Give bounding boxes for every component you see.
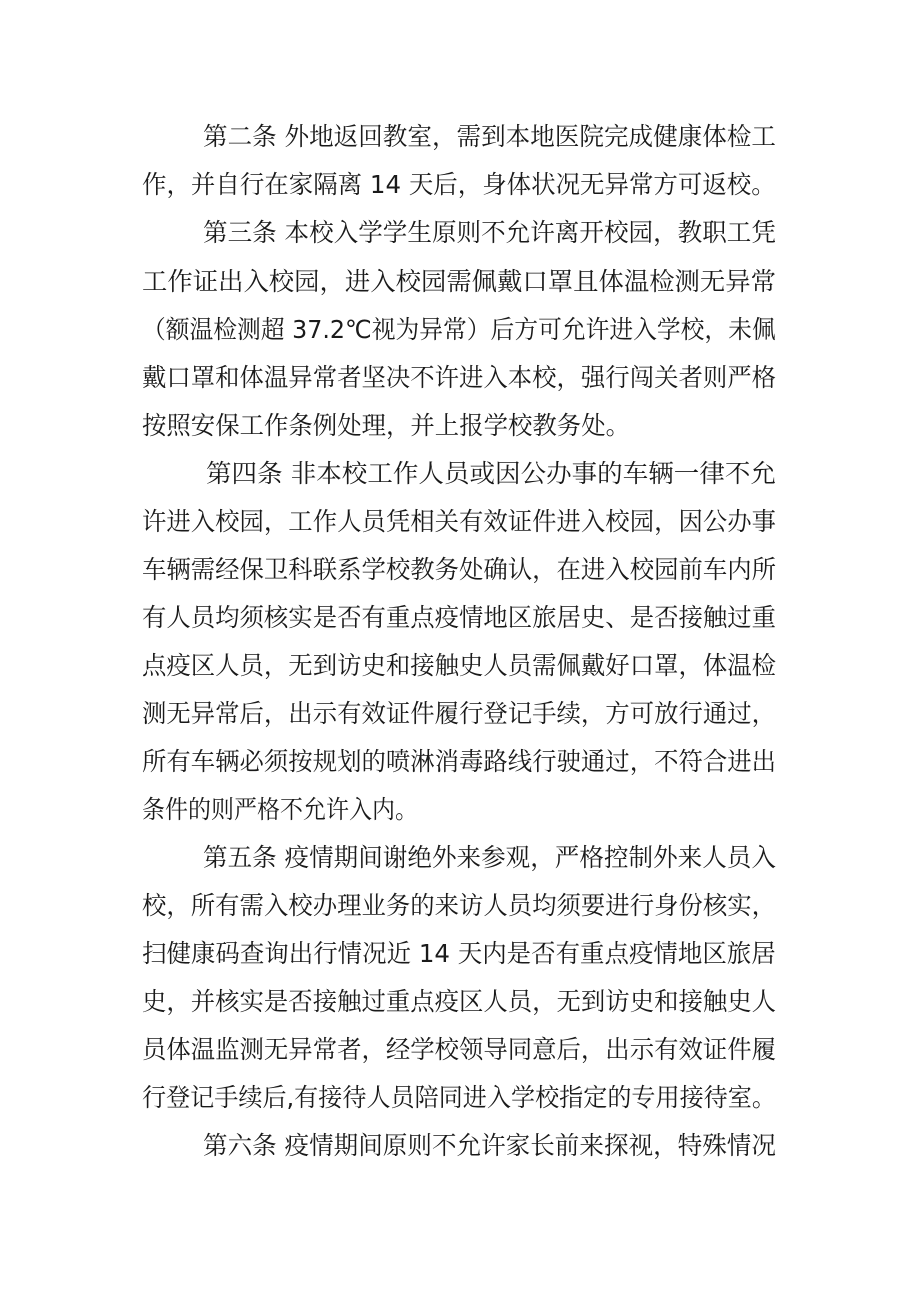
paragraph-line <box>142 310 809 350</box>
paragraph-line <box>203 1126 786 1166</box>
line-text: 第三条 本校入学学生原则不允许离开校园，教职工凭 <box>203 218 776 247</box>
paragraph-line <box>206 454 776 494</box>
paragraph-line <box>142 694 792 734</box>
line-text: 条件的则严格不允许入内。 <box>142 795 419 824</box>
line-text: 工作证出入校园，进入校园需佩戴口罩且体温检测无异常 <box>142 267 777 296</box>
line-text: 作，并自行在家隔离 14 天后，身体状况无异常方可返校。 <box>142 170 776 199</box>
paragraph-line <box>142 742 792 782</box>
paragraph-line <box>203 838 786 878</box>
line-text: （额温检测超 37.2℃视为异常）后方可允许进入学校，未佩 <box>142 315 776 344</box>
paragraph-line <box>142 934 790 974</box>
paragraph-line <box>142 1078 800 1118</box>
paragraph-line <box>142 358 792 398</box>
line-text: 有人员均须核实是否有重点疫情地区旅居史、是否接触过重 <box>142 603 777 632</box>
paragraph-line <box>142 982 792 1022</box>
paragraph-line <box>142 790 442 830</box>
line-text: 史，并核实是否接触过重点疫区人员，无到访史和接触史人 <box>142 987 777 1016</box>
line-text: 许进入校园，工作人员凭相关有效证件进入校园，因公办事 <box>142 507 777 536</box>
line-text: 第五条 疫情期间谢绝外来参观，严格控制外来人员入 <box>203 843 776 872</box>
paragraph-line <box>142 886 792 926</box>
line-text: 点疫区人员，无到访史和接触史人员需佩戴好口罩，体温检 <box>142 651 777 680</box>
paragraph-line <box>203 117 786 157</box>
line-text: 校，所有需入校办理业务的来访人员均须要进行身份核实， <box>142 891 777 920</box>
line-text: 按照安保工作条例处理，并上报学校教务处。 <box>142 411 631 440</box>
paragraph-line <box>203 213 786 253</box>
paragraph-line <box>142 406 642 446</box>
line-text: 第六条 疫情期间原则不允许家长前来探视，特殊情况 <box>203 1131 776 1160</box>
line-text: 所有车辆必须按规划的喷淋消毒路线行驶通过，不符合进出 <box>142 747 777 776</box>
paragraph-line <box>142 502 792 542</box>
line-text: 车辆需经保卫科联系学校教务处确认，在进入校园前车内所 <box>142 555 777 584</box>
paragraph-line <box>142 165 790 205</box>
line-text: 行登记手续后,有接待人员陪同进入学校指定的专用接待室。 <box>142 1083 776 1112</box>
paragraph-line <box>142 646 792 686</box>
paragraph-line <box>142 598 792 638</box>
paragraph-line <box>142 1030 792 1070</box>
line-text: 第二条 外地返回教室，需到本地医院完成健康体检工 <box>203 122 776 151</box>
line-text: 测无异常后，出示有效证件履行登记手续，方可放行通过， <box>142 699 777 728</box>
paragraph-line <box>142 262 777 302</box>
line-text: 员体温监测无异常者，经学校领导同意后，出示有效证件履 <box>142 1035 777 1064</box>
line-text: 戴口罩和体温异常者坚决不许进入本校，强行闯关者则严格 <box>142 363 777 392</box>
line-text: 扫健康码查询出行情况近 14 天内是否有重点疫情地区旅居 <box>142 939 776 968</box>
paragraph-line <box>142 550 792 590</box>
line-text: 第四条 非本校工作人员或因公办事的车辆一律不允 <box>206 459 776 488</box>
